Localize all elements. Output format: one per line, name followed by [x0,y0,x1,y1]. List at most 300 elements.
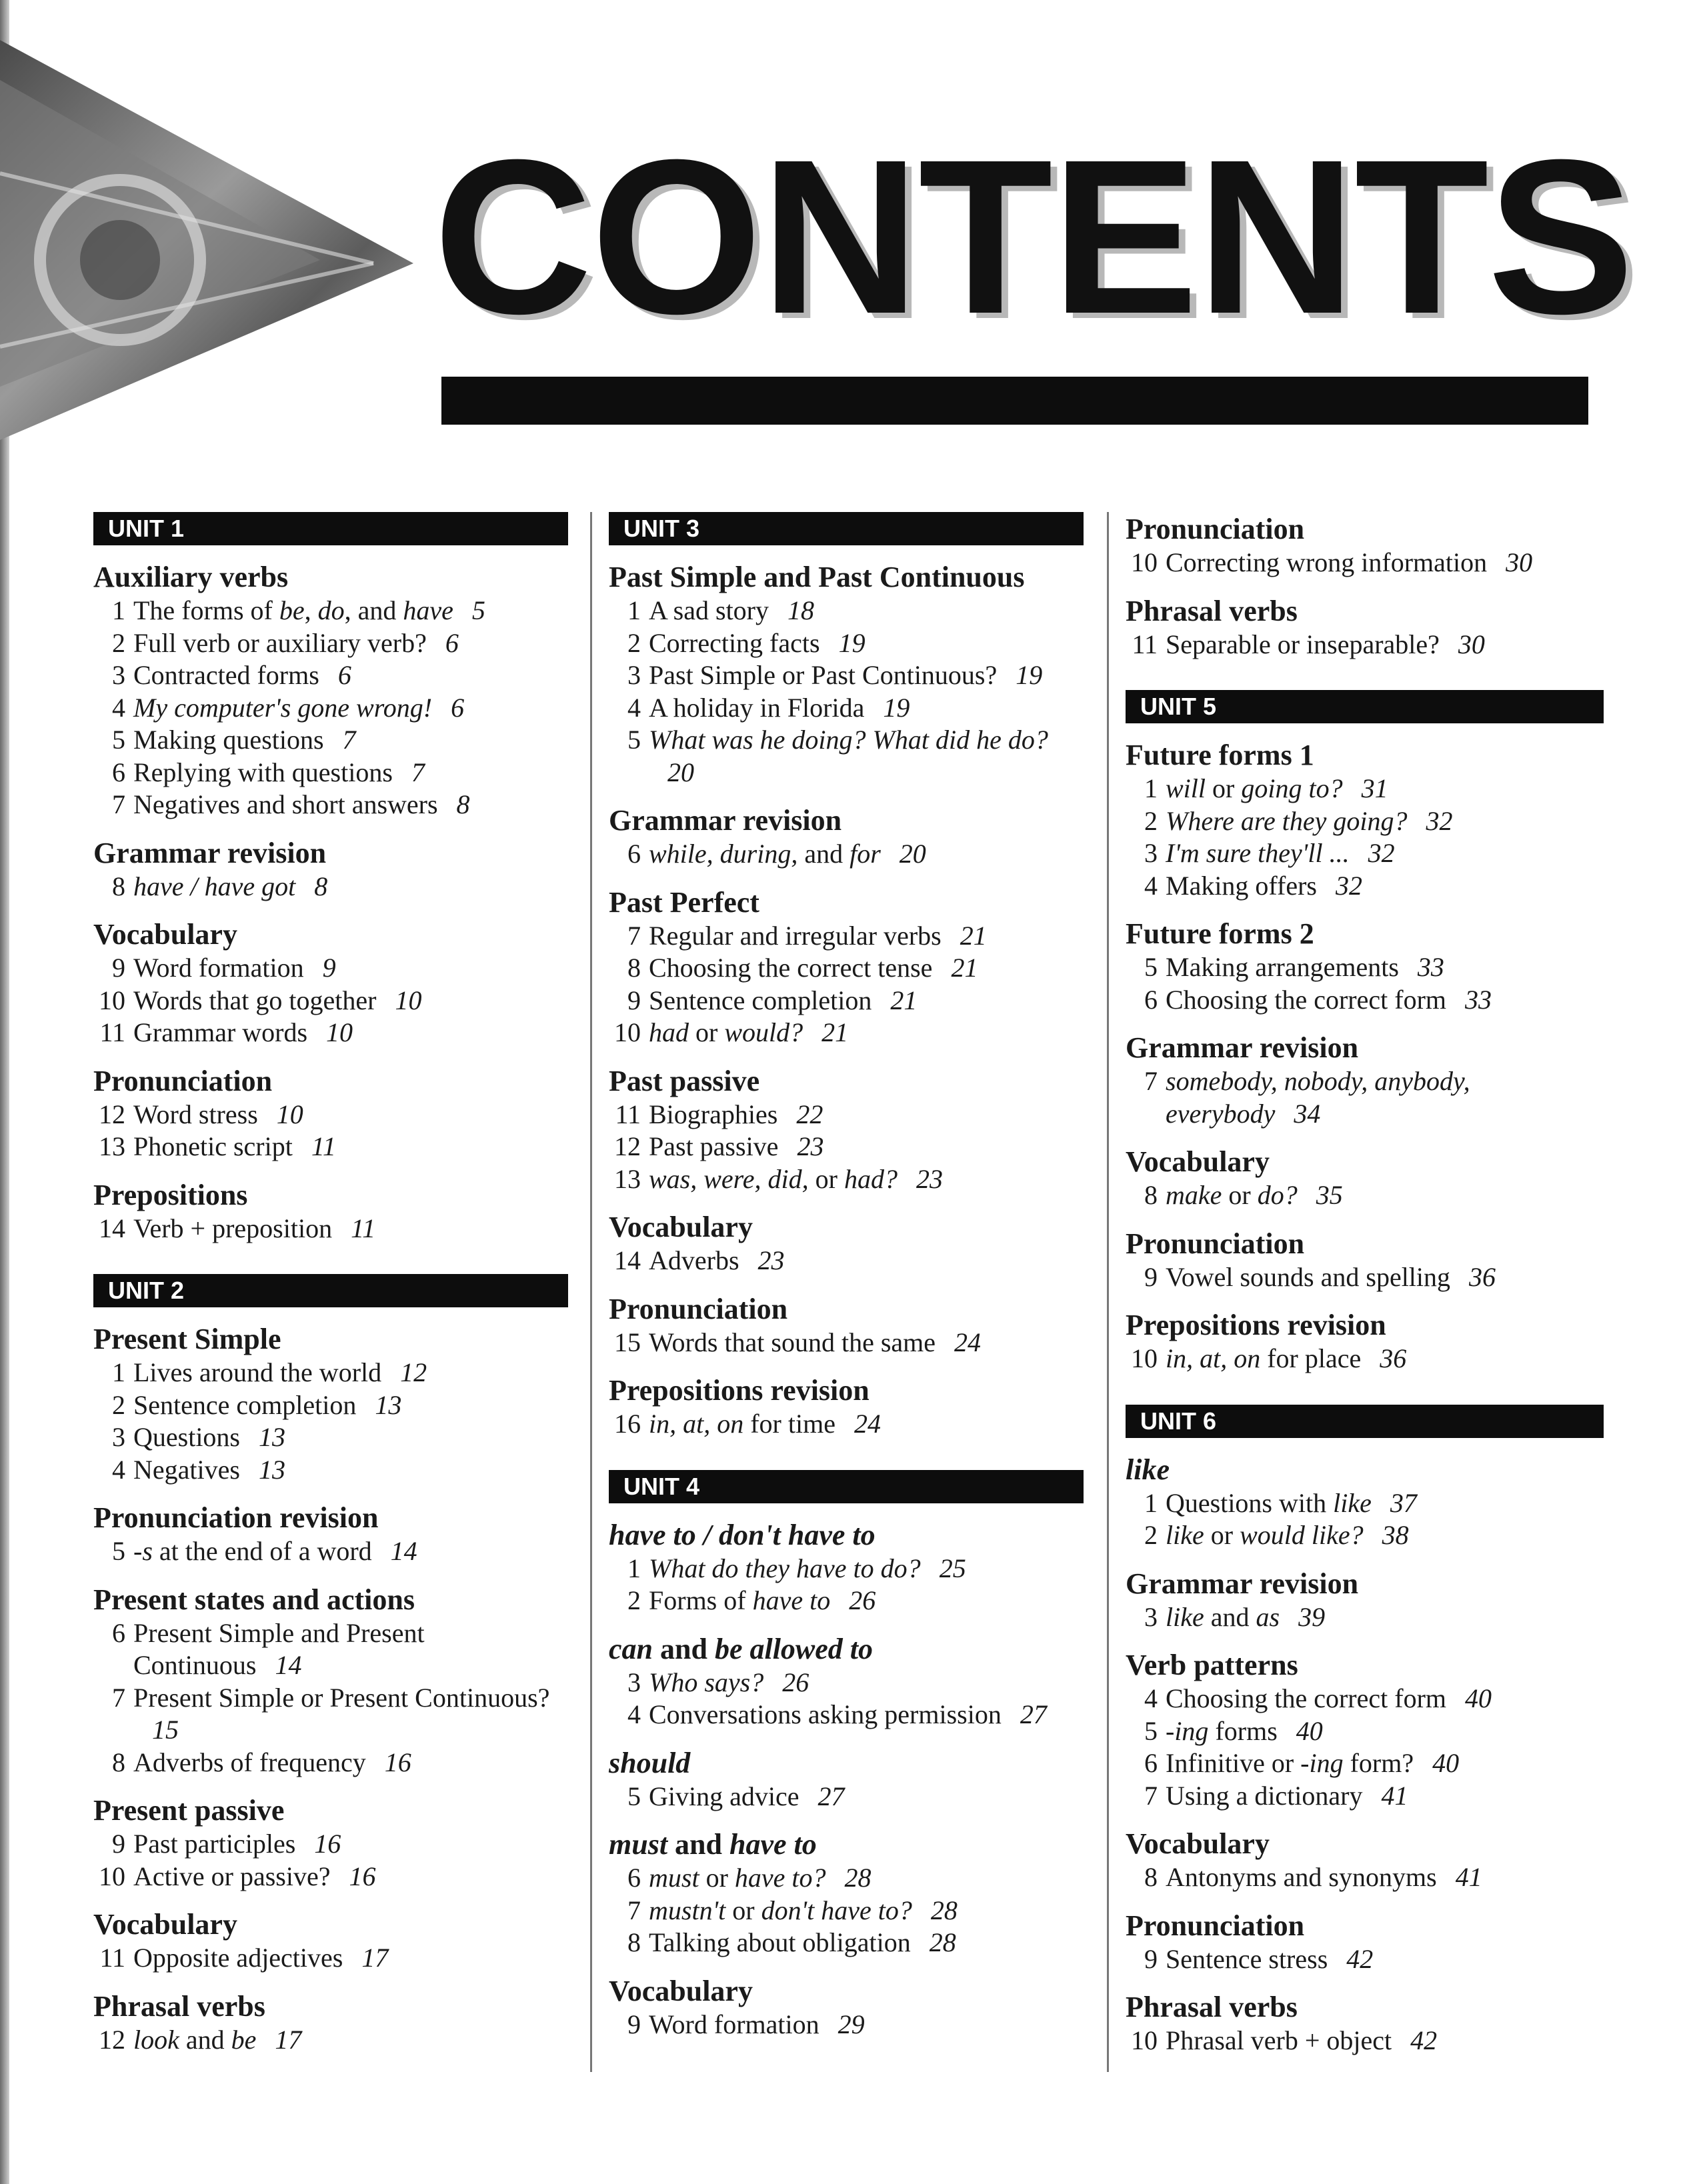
section-title-text: Present passive [93,1794,285,1827]
page-number: 19 [1016,660,1043,690]
item-number: 4 [1144,870,1158,901]
item-number: 16 [614,1409,641,1439]
contents-item [609,2009,1084,2041]
item-text-part: have / have got [133,871,296,901]
item-text-part: -ing [1166,1715,1209,1746]
section-title-text: Pronunciation [609,1292,788,1325]
contents-item [609,1862,1084,1895]
page-number: 38 [1382,1520,1409,1550]
section-title-text: Pronunciation [93,1064,273,1097]
item-text [649,1131,1084,1163]
page-number: 16 [314,1829,341,1859]
item-number: 6 [1144,1748,1158,1778]
contents-item [609,1895,1084,1927]
section-title [93,1907,568,1942]
contents-item [609,1699,1084,1731]
item-text-part: do? [1257,1180,1298,1210]
section [1126,1827,1604,1894]
item-number: 2 [627,627,641,658]
item-text [133,659,568,692]
item-number: 7 [1144,1780,1158,1811]
section-title-text: Past Perfect [609,885,759,919]
page-number: 18 [787,595,814,625]
contents-item [1126,837,1604,870]
item-number: 6 [112,757,125,787]
section [609,1210,1084,1277]
section-title [93,1178,568,1213]
section-title-text: Auxiliary verbs [93,561,289,593]
contents-item [1126,1861,1604,1894]
item-text-part: somebody, nobody, anybody, everybody [1166,1066,1470,1129]
contents-item [1126,1715,1604,1748]
item-text [133,789,568,821]
unit-block [93,512,568,1245]
section-title-text: Phrasal verbs [93,1989,265,2023]
contents-item [93,1213,568,1245]
unit-block [609,1470,1084,2041]
item-number: 11 [99,1943,125,1973]
contents-item [609,627,1084,660]
contents-item [93,1747,568,1779]
section-title-text: Phrasal verbs [1126,1991,1298,2023]
item-text-part: Words that sound the same [649,1327,936,1357]
item-text-part: Adverbs of frequency [133,1747,366,1777]
item-number: 5 [627,725,641,755]
contents-item [93,659,568,692]
item-text-part: Where are they going? [1166,805,1408,836]
contents-item [1126,805,1604,838]
contents-item [1126,1943,1604,1976]
item-text-part: Lives around the world [133,1357,382,1387]
unit-heading: UNIT 2 [93,1274,568,1307]
item-text-part: or [1204,1520,1240,1550]
section-title [1126,1031,1604,1065]
section-title-text: and [667,1828,729,1861]
page-number: 26 [782,1667,809,1697]
contents-item [93,1535,568,1568]
page-number: 8 [314,871,328,901]
item-text-part: Sentence stress [1166,1943,1328,1974]
section-title [609,1292,1084,1327]
item-text [133,1617,568,1682]
contents-item [609,1927,1084,1959]
item-number: 3 [627,1667,641,1697]
contents-item [93,724,568,757]
item-text-part: have to? [734,1863,826,1893]
item-text [649,1699,1084,1731]
page-number: 14 [390,1536,417,1566]
item-number: 2 [112,1389,125,1420]
unit-block [93,1274,568,2056]
page-number: 10 [395,985,422,1015]
item-text-part: Forms of [649,1585,753,1615]
contents-column-1 [93,512,568,2072]
contents-item [1126,1780,1604,1813]
item-number: 3 [1144,838,1158,868]
item-text [1166,1519,1604,1552]
section-title [93,1501,568,1535]
contents-item [1126,1343,1604,1375]
section [93,1501,568,1568]
item-number: 9 [627,985,641,1015]
item-text-part: like [1166,1601,1204,1632]
page-number: 6 [451,692,465,723]
item-text [649,1408,1084,1441]
item-text [133,1828,568,1861]
page-number: 30 [1506,547,1533,577]
section-title-text: Pronunciation [1126,1909,1305,1942]
page-number: 36 [1380,1343,1407,1373]
section-title [609,1974,1084,2009]
item-text [133,1535,568,1568]
item-text [1166,984,1604,1017]
item-text-part: Word formation [649,2009,819,2039]
section-title-text: Past passive [609,1064,760,1097]
section-title [609,1210,1084,1245]
item-text [1166,547,1604,579]
item-text [1166,1261,1604,1294]
item-text-part: or [808,1163,844,1194]
section [93,1989,568,2057]
section [609,1746,1084,1813]
item-text [1166,870,1604,903]
item-text-part: Adverbs [649,1245,739,1275]
contents-item [93,1617,568,1682]
item-number: 12 [99,2024,125,2055]
contents-item [93,789,568,821]
contents-item [1126,1487,1604,1520]
unit-block [609,512,1084,1441]
item-text-part: and [797,839,850,869]
section [1126,1990,1604,2057]
item-number: 7 [627,1895,641,1925]
section-title-text: Future forms 2 [1126,917,1314,950]
page-number: 41 [1381,1780,1408,1811]
item-text-part: Word stress [133,1099,258,1129]
section-title-text: Verb patterns [1126,1649,1298,1681]
page-number: 30 [1458,629,1485,659]
section-title-text: Pronunciation [1126,1227,1305,1260]
page-number: 32 [1336,870,1362,901]
item-number: 4 [627,692,641,723]
page-number: 27 [1020,1699,1047,1729]
item-text [1166,1780,1604,1813]
page-number: 40 [1465,1683,1492,1713]
section [609,1632,1084,1731]
section [609,560,1084,789]
item-number: 6 [1144,984,1158,1015]
contents-item [1126,629,1604,661]
item-text-part: Active or passive? [133,1861,331,1891]
item-text [133,871,568,903]
item-text-part: Giving advice [649,1781,799,1811]
section-title-text: like [1126,1453,1170,1486]
page-number: 42 [1410,2025,1438,2055]
item-text-part: Grammar words [133,1017,308,1047]
item-text [1166,2025,1604,2057]
section-title-text: Grammar revision [1126,1031,1359,1064]
section-title [93,836,568,871]
page-number: 7 [342,725,356,755]
unit-block [1126,512,1604,661]
item-text-part: or [689,1017,725,1047]
item-text [649,595,1084,627]
item-text [133,1942,568,1975]
contents-item [609,920,1084,953]
item-text-part: had [649,1017,689,1047]
item-text [133,1454,568,1487]
item-number: 5 [627,1781,641,1811]
item-number: 9 [112,953,125,983]
item-text [649,1017,1084,1049]
item-text [133,1861,568,1893]
item-text [133,595,568,627]
item-text-part: Full verb or auxiliary verb? [133,627,427,658]
item-text-part: A sad story [649,595,769,625]
item-text [133,1421,568,1454]
page-number: 33 [1465,984,1492,1015]
section [609,1064,1084,1196]
item-text-part: Conversations asking permission [649,1699,1002,1729]
section [93,1583,568,1779]
item-number: 9 [1144,1943,1158,1974]
item-text-part: Choosing the correct tense [649,953,933,983]
item-number: 8 [1144,1180,1158,1210]
contents-item [1126,1261,1604,1294]
item-text-part: Phonetic script [133,1131,293,1161]
item-number: 9 [627,2009,641,2039]
item-text [1166,1683,1604,1715]
item-number: 10 [1131,2025,1158,2055]
item-number: 10 [1131,547,1158,577]
item-number: 13 [614,1163,641,1194]
item-number: 3 [112,1422,125,1452]
item-number: 3 [112,660,125,690]
section-title-text: Pronunciation revision [93,1501,379,1534]
page-number: 11 [351,1213,376,1243]
contents-item [93,1017,568,1049]
item-text-part: , and [344,595,403,625]
contents-item [609,1553,1084,1585]
item-text [649,1163,1084,1196]
contents-item [1126,984,1604,1017]
item-number: 8 [112,871,125,901]
item-text-part: Questions [133,1422,240,1452]
item-text [1166,1487,1604,1520]
item-number: 13 [99,1131,125,1161]
item-text-part: Making offers [1166,870,1317,901]
item-number: 1 [1144,1487,1158,1518]
item-text-part: Past participles [133,1829,296,1859]
section-title [1126,1567,1604,1601]
section [1126,1648,1604,1812]
item-text [649,920,1084,953]
item-number: 4 [112,692,125,723]
item-text-part: What do they have to do? [649,1553,921,1583]
item-number: 4 [627,1699,641,1729]
item-text-part: will [1166,773,1206,803]
contents-item [1126,1519,1604,1552]
item-text-part: or [699,1863,735,1893]
item-text [1166,805,1604,838]
contents-item [609,659,1084,692]
item-number: 1 [112,1357,125,1387]
item-number: 7 [1144,1066,1158,1096]
section-title [1126,1308,1604,1343]
section-title [609,1518,1084,1553]
item-text-part: A holiday in Florida [649,692,865,723]
page-number: 6 [445,627,459,658]
item-text-part: like [1333,1487,1372,1518]
section [609,1974,1084,2041]
contents-item [1126,547,1604,579]
item-text-part: be [231,2024,257,2055]
section-title-text: can [609,1632,653,1665]
section-title-text: Vocabulary [1126,1145,1270,1178]
item-text [1166,1601,1604,1634]
section [93,1178,568,1245]
item-text [649,1781,1084,1813]
item-text-part: would like? [1240,1520,1364,1550]
page-number: 21 [890,985,918,1015]
section-title-text: Prepositions revision [609,1374,870,1407]
item-number: 11 [1132,629,1158,659]
page-number: 10 [276,1099,303,1129]
triangle-decoration-icon [0,40,427,440]
item-text-part: Talking about obligation [649,1927,911,1957]
page-number: 19 [883,692,910,723]
section-title-text: Vocabulary [93,1908,237,1941]
contents-item [609,1585,1084,1617]
item-number: 12 [99,1099,125,1129]
item-number: 11 [615,1099,641,1129]
item-text-part: Sentence completion [649,985,872,1015]
page-number: 17 [361,1943,389,1973]
item-text [133,1131,568,1163]
section [609,803,1084,871]
item-text [133,1389,568,1422]
contents-item [609,1327,1084,1359]
item-text-part: The forms of [133,595,279,625]
item-text [649,1862,1084,1895]
item-text [133,952,568,985]
item-text [133,1357,568,1389]
section-title-text: Vocabulary [609,1974,753,2007]
page-number: 29 [837,2009,865,2039]
item-text [1166,1715,1604,1748]
item-text [1166,629,1604,661]
item-number: 3 [1144,1601,1158,1632]
contents-item [93,1454,568,1487]
page-number: 10 [326,1017,353,1047]
section-title-text: Prepositions revision [1126,1309,1386,1341]
item-number: 1 [627,595,641,625]
page-number: 12 [400,1357,427,1387]
item-text-part: in, at, on [649,1409,744,1439]
item-number: 6 [627,839,641,869]
item-text-part: Word formation [133,953,304,983]
page-number: 22 [796,1099,823,1129]
section [93,1793,568,1893]
contents-column-2 [590,512,1084,2072]
item-text [649,2009,1084,2041]
item-text-part: Choosing the correct form [1166,984,1446,1015]
item-text-part: Correcting facts [649,627,820,658]
contents-item [93,1357,568,1389]
item-text-part: in, at, on [1166,1343,1261,1373]
item-text [649,627,1084,660]
section-title [1126,1453,1604,1487]
item-text [133,1213,568,1245]
item-text-part: had? [843,1163,898,1194]
item-text-part: and [179,2024,231,2055]
contents-item [609,1017,1084,1049]
item-text-part: mustn't [649,1895,726,1925]
section-title [1126,1648,1604,1683]
item-number: 9 [1144,1261,1158,1292]
item-text-part: have to [752,1585,831,1615]
item-text-part: Infinitive or [1166,1748,1301,1778]
page-number: 32 [1426,805,1453,836]
item-text [649,659,1084,692]
item-number: 1 [112,595,125,625]
item-text [133,627,568,660]
item-text-part: Present Simple and Present Continuous [133,1617,425,1680]
item-text-part: Correcting wrong information [1166,547,1488,577]
item-number: 5 [112,725,125,755]
section-title [93,1793,568,1828]
item-text [1166,1343,1604,1375]
item-text-part: or [1222,1180,1258,1210]
item-number: 5 [1144,1715,1158,1746]
section-title [609,1064,1084,1099]
item-number: 3 [627,660,641,690]
item-text-part: Regular and irregular verbs [649,920,942,951]
item-text-part: Negatives [133,1454,240,1485]
item-text [133,1682,568,1747]
section [1126,1227,1604,1294]
item-number: 7 [627,920,641,951]
item-text [649,985,1084,1017]
page-number: 16 [384,1747,411,1777]
section-title-text: Vocabulary [1126,1827,1270,1860]
item-text-part: would? [724,1017,803,1047]
section-title-text: have to / don't have to [609,1518,876,1551]
page-number: 21 [821,1017,849,1047]
item-text-part: Biographies [649,1099,778,1129]
section [1126,1453,1604,1552]
section-title-text: have to [729,1828,817,1861]
item-number: 2 [1144,805,1158,836]
section-title [93,560,568,595]
item-text-part: Questions with [1166,1487,1334,1518]
contents-item [93,757,568,789]
item-text-part: do [317,595,345,625]
page-title: CONTENTS [433,113,1633,359]
contents-item [1126,773,1604,805]
item-text-part: form? [1343,1748,1414,1778]
contents-item [609,1781,1084,1813]
title-underline-bar [441,377,1588,425]
item-number: 14 [614,1245,641,1275]
item-text-part: My computer's gone wrong! [133,692,433,723]
section [1126,594,1604,661]
item-number: 4 [112,1454,125,1485]
item-number: 10 [614,1017,641,1047]
item-text-part: make [1166,1180,1222,1210]
item-text-part: was, were, did, [649,1163,809,1194]
section-title-text: Pronunciation [1126,513,1305,545]
